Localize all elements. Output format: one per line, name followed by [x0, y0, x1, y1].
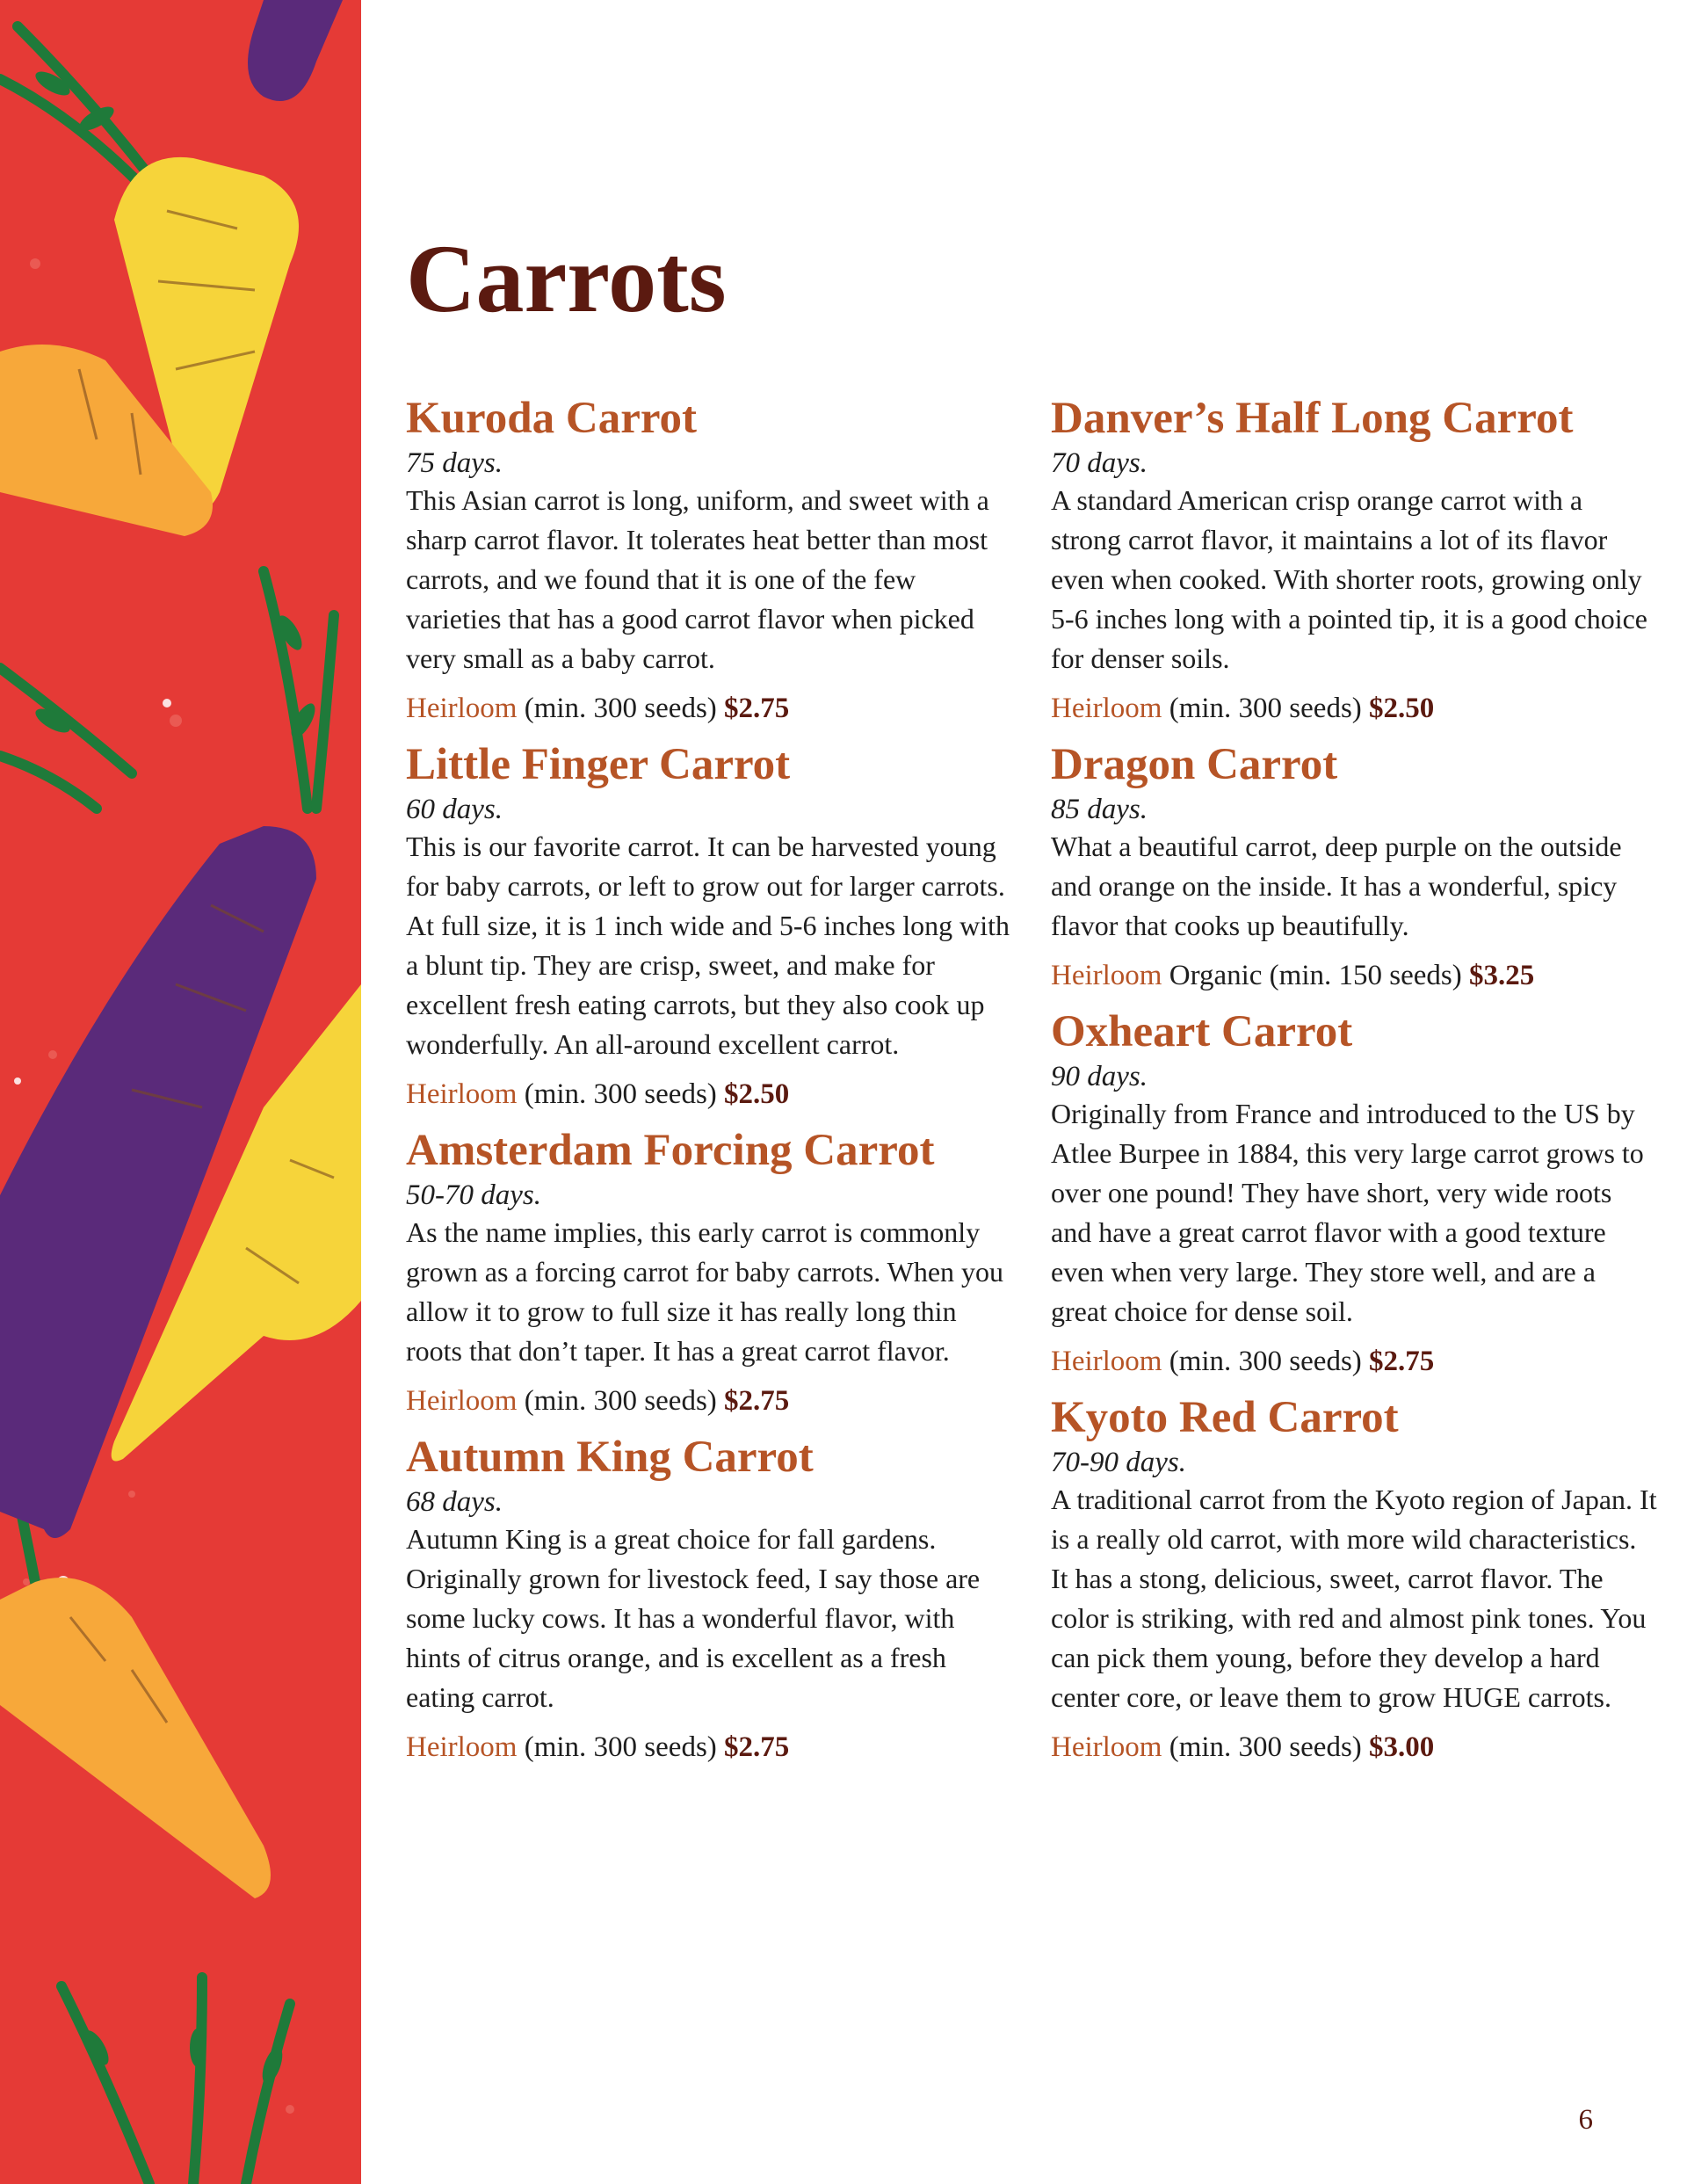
days-to-maturity: 70 days.	[1051, 447, 1148, 479]
price-line	[1051, 689, 1657, 729]
price: $2.75	[724, 1731, 790, 1763]
variety-description: What a beautiful carrot, deep purple on the outside and orange on the inside. It has a wonderful, spicy flavor that cooks up beautifully.	[1051, 831, 1622, 941]
variety-name: Oxheart Carrot	[1051, 1007, 1353, 1056]
variety-description: A standard American crisp orange carrot with a strong carrot flavor, it maintains a lot of its flavor even when cooked. With shorter roots, growing only 5-6 inches long with a pointed tip, it is a good choice for denser soils.	[1051, 484, 1647, 674]
variety-name: Autumn King Carrot	[406, 1433, 814, 1482]
price: $2.75	[724, 693, 790, 724]
variety-name: Amsterdam Forcing Carrot	[406, 1126, 935, 1175]
variety-entry	[406, 391, 1012, 729]
heirloom-label: Heirloom	[1051, 693, 1162, 724]
variety-name: Danver’s Half Long Carrot	[1051, 394, 1574, 443]
heirloom-label: Heirloom	[1051, 1731, 1162, 1763]
variety-description: Originally from France and introduced to the US by Atlee Burpee in 1884, this very large carrot grows to over one pound! They have short, very wide roots and have a great carrot flavor with a good texture even when very large. They store well, and are a great choice for dense soil.	[1051, 1098, 1644, 1327]
carrot-illustration-panel	[0, 0, 361, 2184]
seed-minimum: (min. 300 seeds)	[1169, 1731, 1362, 1763]
days-to-maturity: 50-70 days.	[406, 1179, 541, 1211]
seed-minimum: (min. 300 seeds)	[1169, 1346, 1362, 1377]
seed-minimum: (min. 150 seeds)	[1269, 960, 1462, 991]
price-line	[406, 689, 1012, 729]
heirloom-label: Heirloom	[406, 1731, 518, 1763]
price: $3.00	[1369, 1731, 1435, 1763]
days-to-maturity: 70-90 days.	[1051, 1447, 1186, 1478]
variety-name: Dragon Carrot	[1051, 740, 1338, 789]
price-line	[406, 1728, 1012, 1767]
variety-name: Kyoto Red Carrot	[1051, 1393, 1399, 1442]
heirloom-label: Heirloom	[1051, 960, 1162, 991]
variety-entry	[406, 737, 1012, 1114]
variety-entry	[1051, 1390, 1657, 1767]
price: $2.50	[724, 1078, 790, 1110]
heirloom-label: Heirloom	[406, 693, 518, 724]
price-line	[1051, 956, 1657, 996]
days-to-maturity: 68 days.	[406, 1486, 503, 1518]
left-column	[406, 391, 1012, 1776]
price: $3.25	[1468, 960, 1535, 991]
page-number: 6	[1578, 2104, 1593, 2136]
variety-name: Kuroda Carrot	[406, 394, 698, 443]
variety-entry	[406, 1123, 1012, 1421]
organic-label: Organic	[1169, 960, 1263, 991]
variety-description: Autumn King is a great choice for fall gardens. Originally grown for livestock feed, I say those are some lucky cows. It has a wonderful flavor, with hints of citrus orange, and is excellent as a fresh eating carrot.	[406, 1523, 981, 1713]
variety-description: This Asian carrot is long, uniform, and sweet with a sharp carrot flavor. It tolerates heat better than most carrots, and we found that it is one of the few varieties that has a good carrot flavor when picked very small as a baby carrot.	[406, 484, 989, 674]
variety-description: A traditional carrot from the Kyoto region of Japan. It is a really old carrot, with more wild characteristics. It has a stong, delicious, sweet, carrot flavor. The color is striking, with red and almost pink tones. You can pick them young, before they develop a hard center core, or leave them to grow HUGE carrots.	[1051, 1484, 1657, 1713]
days-to-maturity: 60 days.	[406, 794, 503, 825]
variety-entry	[1051, 391, 1657, 729]
variety-name: Little Finger Carrot	[406, 740, 791, 789]
seed-minimum: (min. 300 seeds)	[524, 1385, 717, 1417]
variety-entry	[1051, 1005, 1657, 1382]
heirloom-label: Heirloom	[1051, 1346, 1162, 1377]
price-line	[406, 1382, 1012, 1421]
days-to-maturity: 85 days.	[1051, 794, 1148, 825]
price: $2.75	[724, 1385, 790, 1417]
heirloom-label: Heirloom	[406, 1078, 518, 1110]
variety-entry	[1051, 737, 1657, 996]
price-line	[1051, 1728, 1657, 1767]
days-to-maturity: 90 days.	[1051, 1061, 1148, 1092]
variety-entry	[406, 1430, 1012, 1767]
heirloom-label: Heirloom	[406, 1385, 518, 1417]
seed-minimum: (min. 300 seeds)	[524, 1731, 717, 1763]
price: $2.75	[1369, 1346, 1435, 1377]
days-to-maturity: 75 days.	[406, 447, 503, 479]
seed-minimum: (min. 300 seeds)	[1169, 693, 1362, 724]
right-column	[1051, 391, 1657, 1776]
variety-description: As the name implies, this early carrot is commonly grown as a forcing carrot for baby carrots. When you allow it to grow to full size it has really long thin roots that don’t taper. It has a great carrot flavor.	[406, 1216, 1004, 1367]
variety-description: This is our favorite carrot. It can be harvested young for baby carrots, or left to grow out for larger carrots. At full size, it is 1 inch wide and 5-6 inches long with a blunt tip. They are crisp, sweet, and make for excellent fresh eating carrots, but they also cook up wonderfully. An all-around excellent carrot.	[406, 831, 1010, 1060]
price-line	[1051, 1342, 1657, 1382]
seed-minimum: (min. 300 seeds)	[524, 693, 717, 724]
page-title: Carrots	[406, 225, 727, 332]
price: $2.50	[1369, 693, 1435, 724]
price-line	[406, 1075, 1012, 1114]
seed-minimum: (min. 300 seeds)	[524, 1078, 717, 1110]
